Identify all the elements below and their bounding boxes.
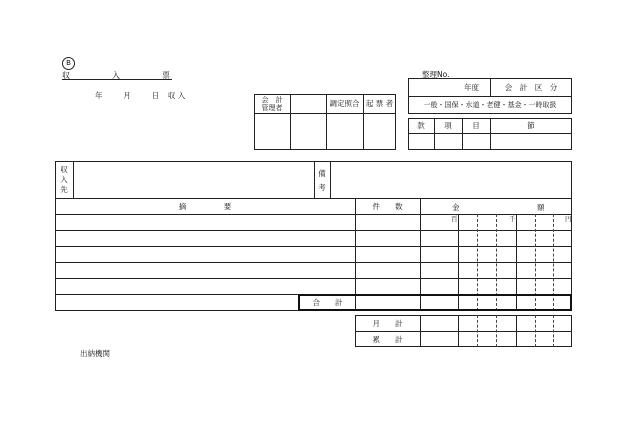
unit-hundred: 百	[451, 215, 458, 223]
reference-no-label: 整理No.	[422, 70, 450, 79]
remarks-input[interactable]	[331, 162, 571, 198]
monthly-total-amount[interactable]	[421, 316, 571, 330]
table-row[interactable]	[56, 263, 355, 278]
table-row[interactable]	[56, 247, 355, 262]
amount-header-right: 額	[537, 203, 545, 212]
payer-label: 収 入 先	[60, 165, 68, 194]
table-row[interactable]	[56, 231, 355, 246]
date-day: 日	[151, 91, 160, 100]
title-char-1: 収	[62, 71, 70, 80]
unit-thousand: 千	[509, 215, 516, 223]
budget-kou-header: 項	[444, 120, 452, 130]
remarks-label: 備 考	[318, 169, 326, 192]
title-underline	[62, 79, 172, 80]
date-line	[95, 92, 185, 100]
title-char-2: 入	[112, 71, 120, 80]
drafter-stamp-cell[interactable]	[364, 114, 396, 149]
issuing-office-label: 出納機関	[80, 349, 110, 358]
form-mark-letter: B	[66, 59, 71, 67]
cumulative-total-label: 累 計	[372, 334, 403, 344]
budget-setsu-header: 節	[527, 120, 535, 130]
check-stamp-cell[interactable]	[327, 114, 363, 149]
accounting-options[interactable]: 一般・国保・水道・老健・基金・一時取扱	[423, 101, 557, 109]
table-row[interactable]	[56, 215, 355, 230]
title-char-3: 票	[162, 71, 170, 80]
drafter-label: 起 票 者	[365, 99, 394, 109]
check-label: 調定照合	[329, 99, 360, 109]
table-row[interactable]	[56, 279, 355, 294]
fiscal-year-label: 年度	[464, 83, 479, 92]
date-suffix: 収 入	[167, 91, 186, 100]
summary-header: 摘 要	[178, 202, 232, 212]
monthly-total-label: 月 計	[372, 318, 403, 328]
total-label: 合 計	[312, 297, 343, 307]
budget-kan-header: 款	[417, 120, 425, 130]
accountant-stamp-cell[interactable]	[255, 114, 290, 149]
payer-input[interactable]	[74, 162, 314, 198]
date-year: 年	[95, 91, 103, 100]
accountant-label: 会 計 管理者	[261, 96, 283, 112]
unit-yen: 円	[565, 215, 572, 223]
cumulative-total-amount[interactable]	[421, 332, 571, 346]
count-header: 件 数	[372, 202, 403, 212]
blank-stamp-cell[interactable]	[291, 114, 326, 149]
total-amount-cell[interactable]	[421, 296, 570, 309]
accounting-division-label: 会 計 区 分	[504, 82, 558, 92]
amount-header-left: 金	[452, 203, 460, 212]
budget-moku-header: 目	[472, 120, 480, 130]
form-mark	[62, 57, 75, 70]
date-month: 月	[123, 91, 131, 100]
